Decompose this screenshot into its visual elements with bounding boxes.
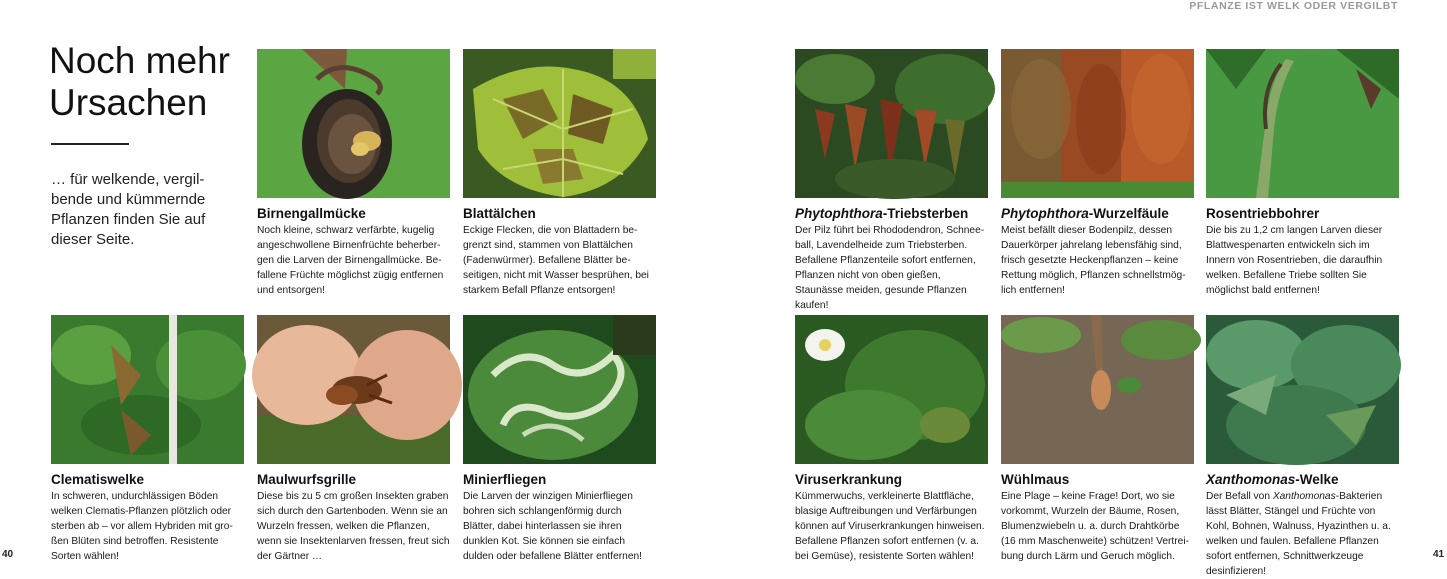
- card-title-italic: Xanthomonas: [1206, 472, 1296, 487]
- card-text: Meist befällt dieser Bodenpilz, dessen Dauerkörper jahrelang lebensfähig sind, frisch gesetzte Heckenpflanzen – keine Rettung möglich, Pflanzen schnellstmöglich entfernen!: [1001, 225, 1186, 296]
- card-text-post: -Bakterien lässt Blätter, Stängel und Früchte von Kohl, Bohnen, Walnuss, Hyazinthen u. a. welken und faulen. Befallene Pflanzen sofort entfernen, Schnittwerkzeuge desinfizieren!: [1206, 491, 1391, 577]
- card-title: Blattälchen: [463, 206, 536, 221]
- card-title-rest: -Triebsterben: [882, 206, 969, 221]
- card-title: Birnengallmücke: [257, 206, 366, 221]
- page-number-right: 41: [1433, 549, 1445, 560]
- card-title-rest: -Welke: [1295, 472, 1339, 487]
- card-title: [1001, 206, 1194, 222]
- card-text-pre: Der Befall von: [1206, 491, 1273, 502]
- card-rosentriebbohrer: [1206, 49, 1399, 298]
- page-title-line1: Noch mehr: [49, 40, 230, 81]
- card-text: Die bis zu 1,2 cm langen Larven dieser Blattwespenarten entwickeln sich im Innern von Rosentrieben, die daraufhin welken. Befallene Triebe sollten Sie möglichst bald entfernen!: [1206, 225, 1383, 296]
- running-head: PFLANZE IST WELK ODER VERGILBT: [1189, 0, 1398, 12]
- photo-triebsterben: [795, 49, 988, 198]
- card-text: In schweren, undurchlässigen Böden welken Clematis-Pflanzen plötzlich oder sterben ab – vor allem Hybriden mit großen Blüten sind betroffen. Resistente Sorten wählen!: [51, 491, 233, 562]
- card-text: Eine Plage – keine Frage! Dort, wo sie vorkommt, Wurzeln der Bäume, Rosen, Blumenzwiebeln u. a. durch Drahtkörbe (16 mm Maschenweite) schützen! Vertreibung durch Lärm und Geruch möglich.: [1001, 491, 1189, 562]
- card-title: Minierfliegen: [463, 472, 547, 487]
- card-text: Die Larven der winzigen Minierfliegen bohren sich schlangenförmig durch Blätter, dabei hinterlassen sie ihren dunklen Kot. Sie können sie einfach dulden oder befallene Blätter entfernen!: [463, 491, 642, 562]
- card-clematiswelke: [51, 315, 244, 564]
- card-text: Noch kleine, schwarz verfärbte, kugelig angeschwollene Birnenfrüchte beherbergen die Larven der Birnengallmücke. Befallene Früchte möglichst zügig entfernen und entsorgen!: [257, 225, 444, 296]
- card-wurzelfaeule: [1001, 49, 1194, 298]
- card-text: Diese bis zu 5 cm großen Insekten graben sich durch den Gartenboden. Wenn sie an Wurzeln fressen, welken die Pflanzen, wenn sie Insektenlarven fressen, freut sich der Gärtner …: [257, 491, 450, 562]
- card-title: Clematiswelke: [51, 472, 145, 487]
- page-title-line2: Ursachen: [49, 82, 208, 123]
- card-text: [1206, 489, 1399, 579]
- photo-wurzelfaeule: [1001, 49, 1194, 198]
- card-title-italic: Phytophthora: [795, 206, 883, 221]
- card-text: Eckige Flecken, die von Blattadern begrenzt sind, stammen von Blattälchen (Fadenwürmer). Befallene Blätter beseitigen, nicht mit Wasser besprühen, bei starkem Befall Pflanze entsorgen!: [463, 225, 649, 296]
- photo-viruserkrankung: [795, 315, 988, 464]
- card-title-rest: -Wurzelfäule: [1088, 206, 1169, 221]
- page-number-left: 40: [2, 549, 14, 560]
- title-divider: [51, 143, 129, 145]
- card-title: [795, 206, 988, 222]
- intro-text: … für welkende, vergilbende und kümmernde Pflanzen finden Sie auf dieser Seite.: [51, 171, 206, 248]
- card-title: [1206, 472, 1399, 488]
- card-title: Wühlmaus: [1001, 472, 1070, 487]
- photo-clematiswelke: [51, 315, 244, 464]
- card-title: Viruserkrankung: [795, 472, 903, 487]
- card-maulwurfsgrille: [257, 315, 450, 564]
- card-text-italic: Xanthomonas: [1272, 491, 1336, 502]
- card-title-italic: Phytophthora: [1001, 206, 1089, 221]
- title-block: [49, 40, 244, 124]
- card-viruserkrankung: [795, 315, 988, 564]
- photo-birnengallmuecke: [257, 49, 450, 198]
- card-blattaelchen: [463, 49, 656, 298]
- photo-wuehlmaus: [1001, 315, 1194, 464]
- card-minierfliegen: [463, 315, 656, 564]
- photo-minierfliegen: [463, 315, 656, 464]
- card-wuehlmaus: [1001, 315, 1194, 564]
- photo-xanthomonas: [1206, 315, 1399, 464]
- photo-rosentriebbohrer: [1206, 49, 1399, 198]
- photo-maulwurfsgrille: [257, 315, 450, 464]
- card-title: Rosentriebbohrer: [1206, 206, 1320, 221]
- photo-blattaelchen: [463, 49, 656, 198]
- card-text: Kümmerwuchs, verkleinerte Blattfläche, blasige Auftreibungen und Verfärbungen können auf Viruserkrankungen hinweisen. Befallene Pflanzen sofort entfernen (v. a. bei Gemüse), resistente Sorten wählen!: [795, 491, 985, 562]
- card-birnengallmuecke: [257, 49, 450, 298]
- card-xanthomonas: [1206, 315, 1399, 579]
- page-title: [49, 40, 244, 124]
- card-triebsterben: [795, 49, 988, 313]
- card-text: Der Pilz führt bei Rhododendron, Schneeball, Lavendelheide zum Triebsterben. Befallene Pflanzenteile sofort entfernen, Pflanzen nicht von oben gießen, Staunässe meiden, gesunde Pflanzen kaufen!: [795, 225, 985, 311]
- card-title: Maulwurfsgrille: [257, 472, 357, 487]
